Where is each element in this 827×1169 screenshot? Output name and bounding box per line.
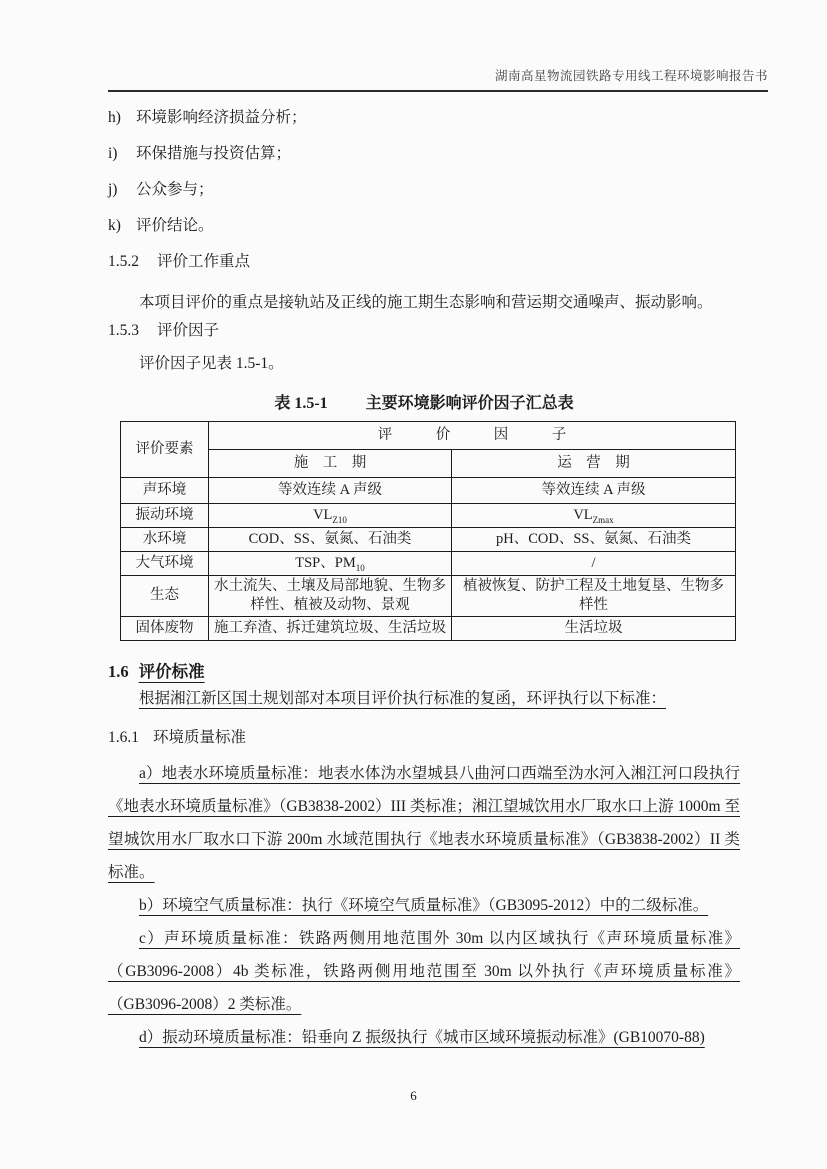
list-marker: j)	[108, 181, 118, 198]
cell-construction: 等效连续 A 声级	[209, 477, 452, 503]
standard-item-d: d）振动环境质量标准：铅垂向 Z 振级执行《城市区域环境振动标准》(GB10070-88)	[139, 1029, 705, 1046]
table-subheader-row	[121, 449, 736, 477]
vl-subscript: Z10	[332, 514, 347, 525]
col-header-operation: 运营期	[452, 449, 736, 477]
cell-construction: 施工弃渣、拆迁建筑垃圾、生活垃圾	[209, 616, 452, 640]
list-item	[108, 215, 740, 237]
cell-factor: 水环境	[121, 527, 209, 551]
col-header-factor: 评价要素	[121, 421, 209, 477]
cell-operation: 植被恢复、防护工程及土地复垦、生物多样性	[452, 575, 736, 616]
paragraph-1-6: 根据湘江新区国土规划部对本项目评价执行标准的复函，环评执行以下标准：	[139, 689, 667, 707]
table-header-row	[121, 421, 736, 449]
standard-item-b: b）环境空气质量标准：执行《环境空气质量标准》（GB3095-2012）中的二级标准。	[139, 897, 709, 914]
page-header	[108, 66, 768, 92]
heading-number: 1.5.3	[108, 322, 139, 339]
heading-title: 评价因子	[157, 322, 220, 339]
list-item	[108, 179, 740, 201]
heading-number: 1.6	[108, 661, 129, 681]
list-item-text: 环保措施与投资估算；	[136, 145, 292, 162]
list-item-text: 评价结论。	[136, 217, 214, 234]
cell-construction: COD、SS、氨氮、石油类	[209, 527, 452, 551]
table-row	[121, 527, 736, 551]
heading-1-5-2	[108, 251, 740, 273]
list-marker: k)	[108, 217, 121, 234]
table-row	[121, 477, 736, 503]
col-header-construction: 施工期	[209, 449, 452, 477]
table-title: 主要环境影响评价因子汇总表	[365, 394, 574, 412]
heading-title: 评价标准	[138, 661, 205, 681]
table-caption	[108, 392, 740, 416]
page-number: 6	[410, 1088, 417, 1103]
list-item	[108, 143, 740, 165]
vl-base: VL	[573, 506, 593, 523]
list-item-text: 环境影响经济损益分析；	[136, 109, 307, 126]
col-header-span: 评价因子	[209, 421, 736, 449]
vl-base: VL	[313, 506, 333, 523]
heading-number: 1.5.2	[108, 253, 139, 270]
list-marker: h)	[108, 109, 121, 126]
cell-factor: 固体废物	[121, 616, 209, 640]
table-row	[121, 575, 736, 616]
cell-construction	[209, 503, 452, 527]
heading-title: 环境质量标准	[153, 729, 247, 746]
list-marker: i)	[108, 145, 118, 162]
cell-factor: 大气环境	[121, 551, 209, 575]
cell-operation: /	[452, 551, 736, 575]
cell-operation	[452, 503, 736, 527]
list-item	[108, 107, 740, 129]
paragraph-1-5-2: 本项目评价的重点是接轨站及正线的施工期生态影响和营运期交通噪声、振动影响。	[139, 294, 713, 311]
cell-factor: 振动环境	[121, 503, 209, 527]
heading-1-6	[108, 660, 740, 684]
cell-operation: 等效连续 A 声级	[452, 477, 736, 503]
cell-operation: 生活垃圾	[452, 616, 736, 640]
report-title: 湖南高星物流园铁路专用线工程环境影响报告书	[494, 69, 768, 83]
heading-title: 评价工作重点	[157, 253, 251, 270]
cell-construction: 水土流失、土壤及局部地貌、生物多样性、植被及动物、景观	[209, 575, 452, 616]
pm-subscript: 10	[355, 562, 365, 573]
standard-item-a: a）地表水环境质量标准：地表水体沩水望城县八曲河口西端至沩水河入湘江河口段执行《地表水环境质量标准》（GB3838-2002）III 类标准；湘江望城饮用水厂取水口上游 1000m 至望城饮用水厂取水口下游 200m 水域范围执行《地表水环境质量标准》（GB3838-2002）II 类标准。	[108, 765, 740, 881]
pm-base: TSP、PM	[295, 554, 356, 571]
cell-factor: 声环境	[121, 477, 209, 503]
heading-1-6-1	[108, 726, 740, 750]
standard-item-c: c）声环境质量标准：铁路两侧用地范围外 30m 以内区域执行《声环境质量标准》（GB3096-2008）4b 类标准，铁路两侧用地范围至 30m 以外执行《声环境质量标准》（GB3096-2008）2 类标准。	[108, 930, 740, 1013]
heading-number: 1.6.1	[108, 729, 139, 746]
cell-factor: 生态	[121, 575, 209, 616]
factors-table	[120, 421, 736, 641]
heading-1-5-3	[108, 320, 740, 342]
vl-subscript: Zmax	[592, 514, 614, 525]
table-label: 表 1.5-1	[274, 394, 328, 412]
page-body	[108, 100, 740, 1054]
cell-operation: pH、COD、SS、氨氮、石油类	[452, 527, 736, 551]
cell-construction	[209, 551, 452, 575]
table-row	[121, 503, 736, 527]
table-row	[121, 616, 736, 640]
table-row	[121, 551, 736, 575]
paragraph-1-5-3: 评价因子见表 1.5-1。	[139, 355, 284, 372]
list-item-text: 公众参与；	[136, 181, 214, 198]
